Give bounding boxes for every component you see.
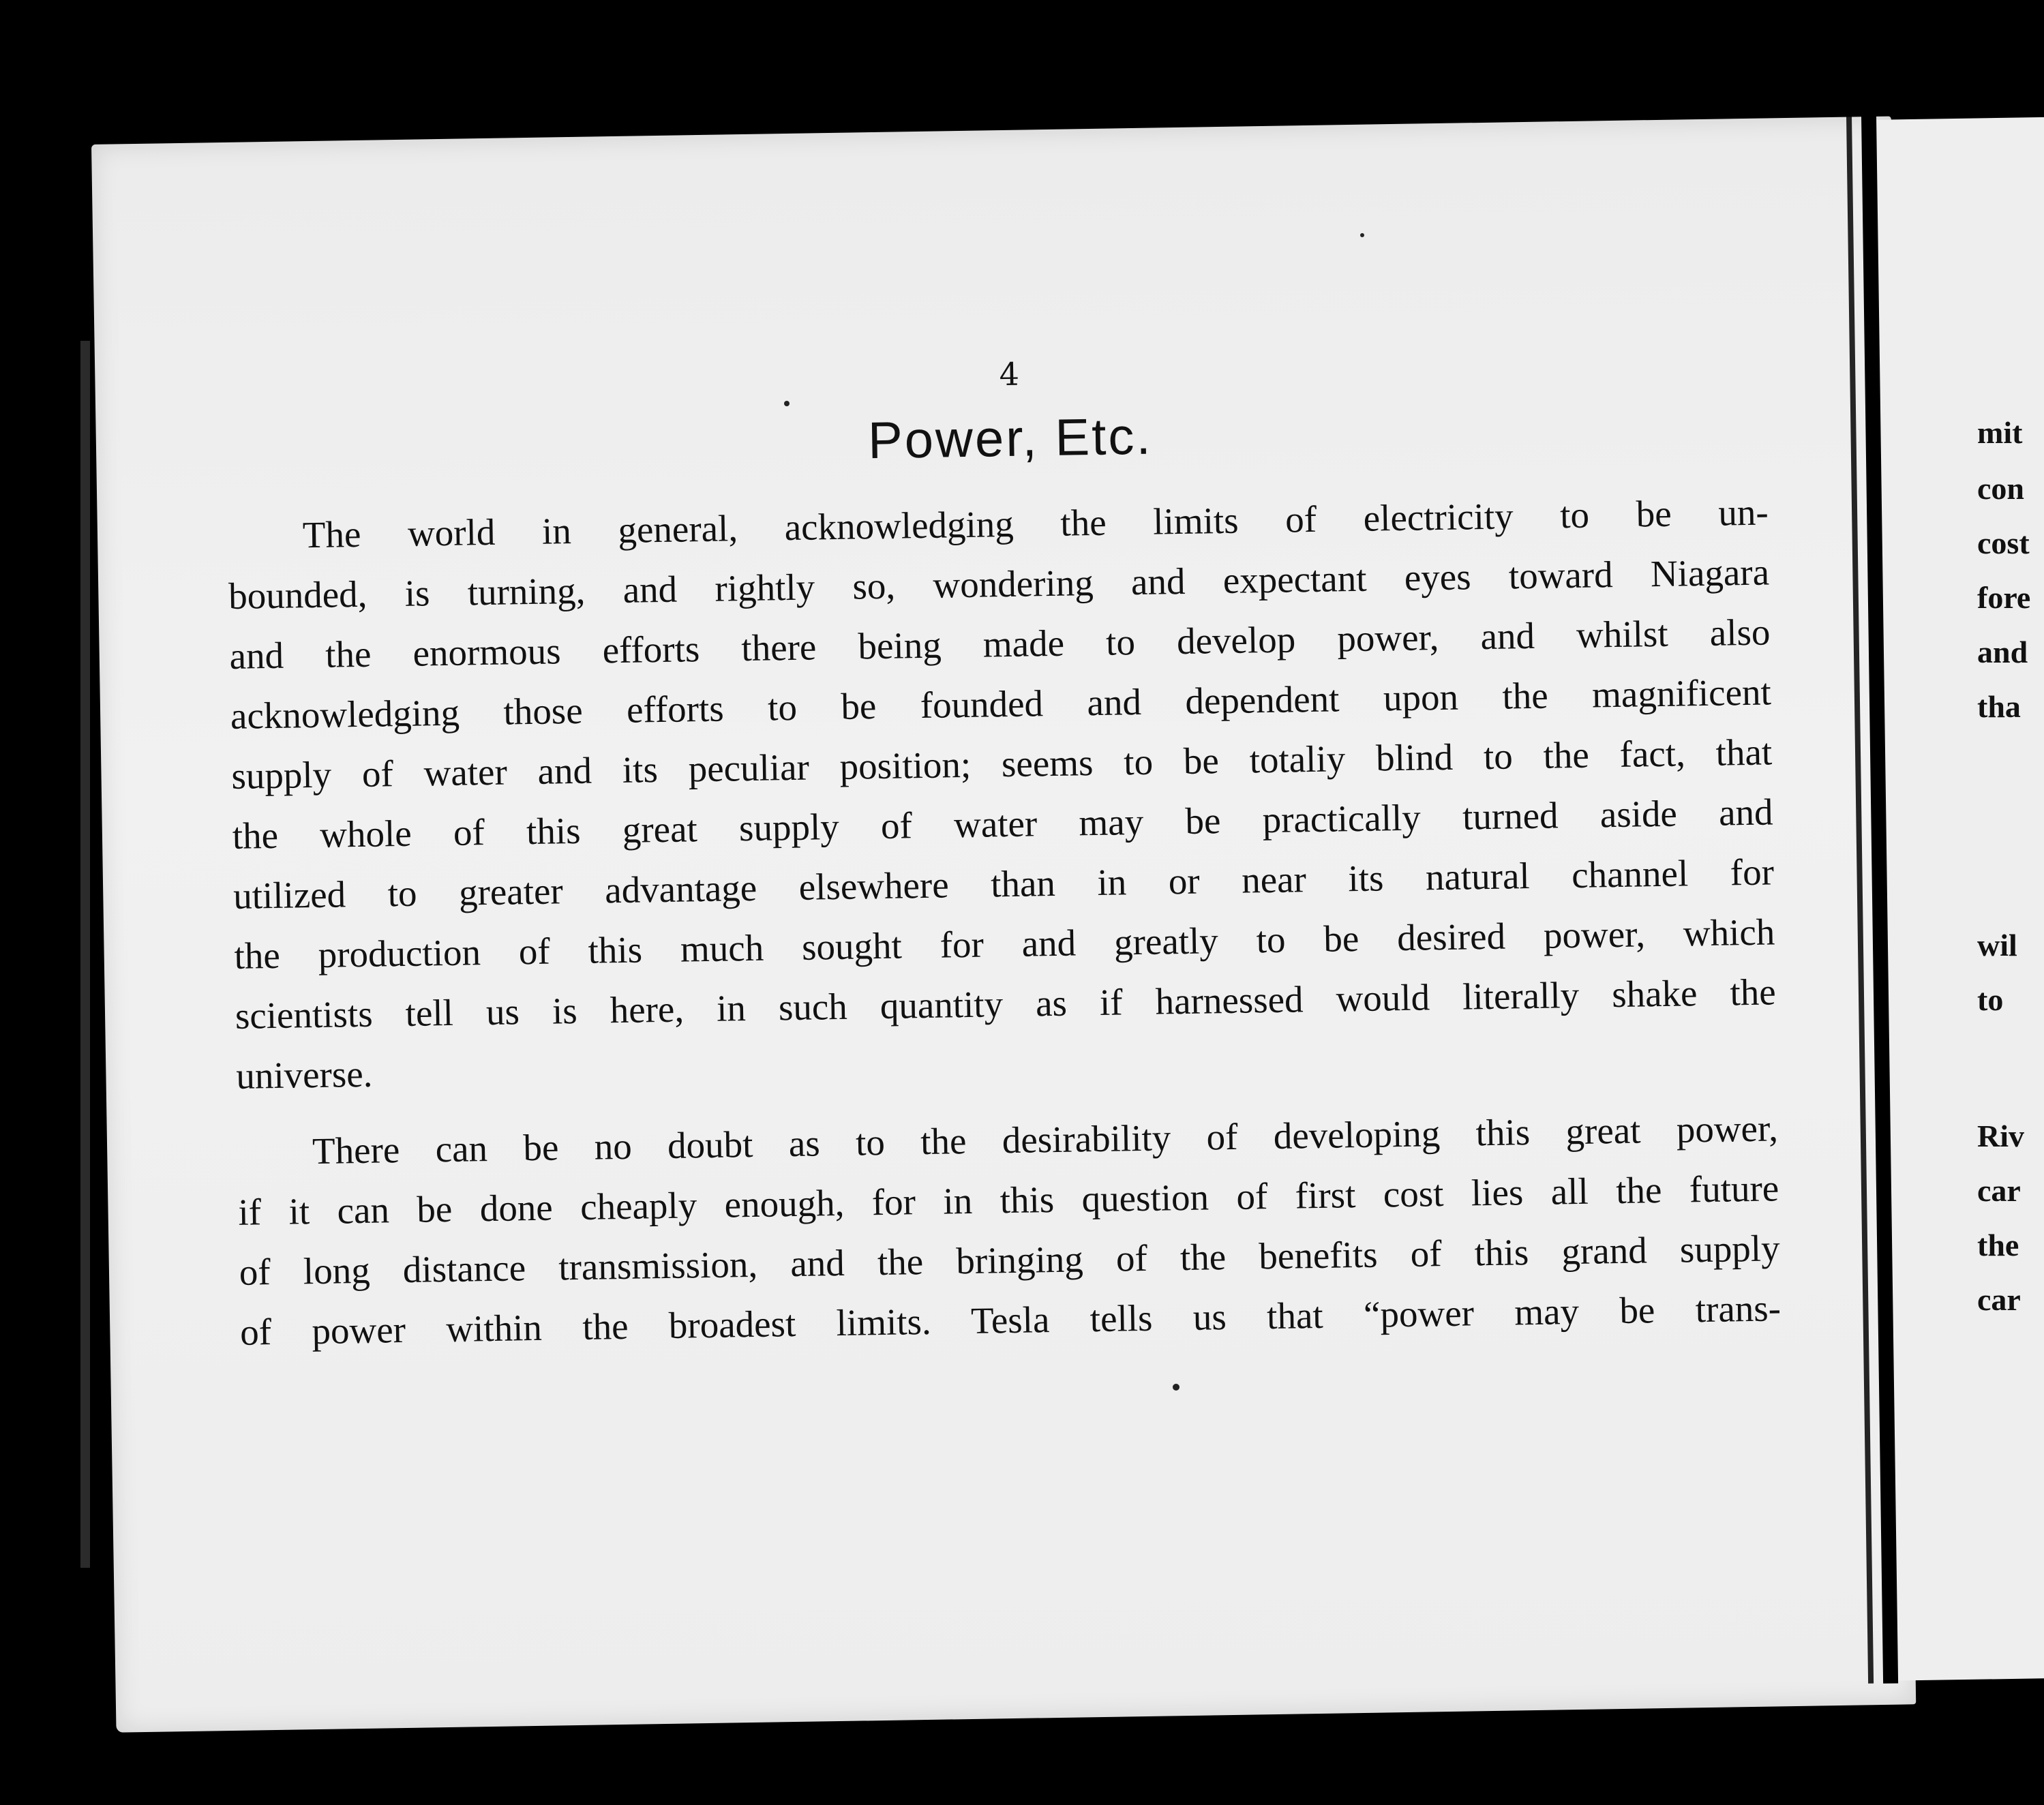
facing-fragment: fore [1977,580,2031,615]
text-line: of power within the broadest limits. Tesla tells us that “power may be trans- [239,1287,1782,1353]
page-title: Power, Etc. [867,407,1154,470]
text-line: The world in general, acknowledging the limits of electricity to be un- [302,491,1769,556]
page-content [225,344,1782,1379]
facing-fragment: the [1977,1228,2019,1262]
text-line: if it can be done cheaply enough, for in this question of first cost lies all the future [237,1167,1779,1233]
paragraph-1 [227,482,1777,1106]
facing-fragment: wil [1977,928,2017,962]
text-line: of long distance transmission, and the bringing of the benefits of this grand supply [239,1227,1781,1293]
text-line: supply of water and its peculiar position; seems to be totaliy blind to the fact, that [230,731,1773,797]
text-line: bounded, is turning, and rightly so, wondering and expectant eyes toward Niagara [228,551,1770,617]
facing-fragment: car [1977,1173,2021,1208]
facing-fragment: mit [1977,415,2023,450]
facing-fragment: car [1977,1282,2021,1317]
ink-speck [1360,233,1364,237]
facing-fragment: cost [1977,526,2030,560]
text-line: the whole of this great supply of water may be practically turned aside and [232,791,1773,857]
facing-fragment: to [1977,982,2004,1017]
facing-fragment: and [1977,635,2028,669]
text-line: the production of this much sought for and greatly to be desired power, which [234,911,1775,977]
page-number: 4 [999,355,1020,393]
text-line: scientists tell us is here, in such quantity as if harnessed would literally shake the [235,971,1777,1037]
paragraph-2 [237,1098,1781,1362]
text-line: There can be no doubt as to the desirability of developing this great power, [312,1107,1779,1172]
text-line: universe. [235,1052,373,1097]
text-line: utilized to greater advantage elsewhere than in or near its natural channel for [232,851,1775,917]
text-line: and the enormous efforts there being made to develop power, and whilst also [229,611,1771,677]
text-line: acknowledging those efforts to be founded and dependent upon the magnificent [230,671,1772,737]
facing-fragment: con [1977,471,2024,506]
page-left-edge [80,341,90,1568]
facing-fragment: tha [1977,689,2021,724]
ink-speck [784,401,790,406]
ink-speck [1173,1384,1179,1391]
facing-fragment: Riv [1977,1119,2024,1153]
